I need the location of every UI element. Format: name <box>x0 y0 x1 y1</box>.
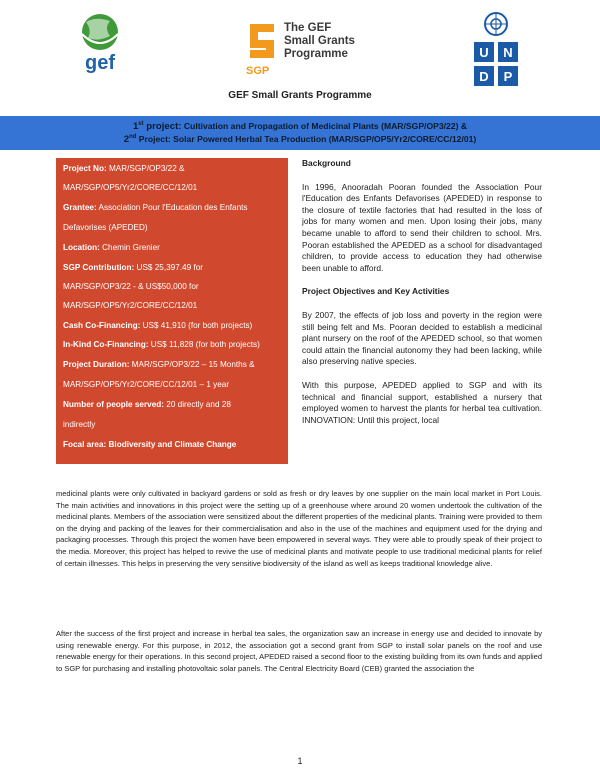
people-served-line-2: indirectly <box>63 420 96 429</box>
project-no-value-1: MAR/SGP/OP3/22 & <box>106 164 185 173</box>
gef-logo <box>66 12 134 78</box>
banner-line-1-label: project: <box>143 121 182 132</box>
undp-letter-u: U <box>479 45 489 60</box>
undp-letter-n: N <box>503 45 513 60</box>
people-served-value-1: 20 directly and 28 <box>164 400 231 409</box>
inkind-cofinancing-line <box>63 340 285 349</box>
project-no-label: Project No: <box>63 164 107 173</box>
sgp-contribution-line-2: MAR/SGP/OP3/22 - & US$50,000 for <box>63 282 199 291</box>
body-paragraph-2-text: After the success of the first project and increase in herbal tea sales, the organization saw an increase in energy use and decided to innovate by using renewable energy. For this purpose, in 2012, the association got a second grant from SGP to install solar panels on the roof and use renewable energy for their operations. In this second project, APEDED raised a second floor to the existing building from its own funds and applied to SGP for purchasing and installing photovoltaic solar panels. The Central Electricity Board (CEB) granted the association the <box>56 629 542 673</box>
banner-line-1-prefix: 1 <box>132 121 139 132</box>
banner-line-1 <box>0 121 600 132</box>
background-heading: Background <box>302 158 351 168</box>
project-title-banner <box>0 116 600 150</box>
cash-cofinancing-label: Cash Co-Financing: <box>63 321 141 330</box>
sgp-contribution-line-3: MAR/SGP/OP5/Yr2/CORE/CC/12/01 <box>63 301 198 310</box>
body-paragraph-1 <box>56 488 542 569</box>
grantee-line-2: Defavorises (APEDED) <box>63 223 148 232</box>
page-number: 1 <box>297 756 303 766</box>
focal-area-label: Focal area: <box>63 440 107 449</box>
undp-letter-d: D <box>479 69 489 84</box>
banner-line-2-text: Solar Powered Herbal Tea Production (MAR/SGP/OP5/Yr2/CORE/CC/12/01) <box>170 134 477 144</box>
sgp-contribution-line-1 <box>63 263 285 272</box>
background-paragraph: In 1996, Anooradah Pooran founded the Association Pour l'Education des Enfants Defavorises (APEDED) in response to the closure of textile factories that had resulted in the loss of jobs for many women and men. Upon losing their jobs, many became unable to afford to send their children to school. Mrs. Pooran established the APEDED as a school for disadvantaged children, to provide access to education they had otherwise been unable to afford. <box>302 181 542 273</box>
people-served-line-1 <box>63 400 285 409</box>
sgp-logo <box>244 18 394 78</box>
objectives-paragraph: By 2007, the effects of job loss and poverty in the region were still being felt and Ms. Pooran decided to establish a medicinal plant nursery on the roof of the APEDED school, so that women could attain the financial autonomy they had been lacking, while also preserving native species. <box>302 309 542 367</box>
cash-cofinancing-line <box>63 321 285 330</box>
right-column <box>302 158 542 426</box>
duration-label: Project Duration: <box>63 360 130 369</box>
sgp-mark-text: SGP <box>246 65 270 77</box>
location-value: Chemin Grenier <box>99 243 160 252</box>
project-no-line-1 <box>63 164 285 173</box>
banner-line-2-prefix: 2 <box>123 134 130 145</box>
grantee-value-1: Association Pour l'Education des Enfants <box>96 203 248 212</box>
undp-letter-p: P <box>503 69 513 84</box>
location-line <box>63 243 285 252</box>
grantee-label: Grantee: <box>63 203 97 212</box>
banner-line-2-label: Project: <box>136 134 171 144</box>
banner-line-1-sup: st <box>138 121 144 128</box>
duration-line-1 <box>63 360 285 369</box>
inkind-cofinancing-label: In-Kind Co-Financing: <box>63 340 149 349</box>
undp-logo <box>470 10 522 90</box>
logo-row <box>0 0 600 90</box>
banner-line-2-sup: nd <box>129 134 137 141</box>
sgp-line-1: The GEF <box>284 22 332 34</box>
gef-logo-text: gef <box>85 52 115 74</box>
location-label: Location: <box>63 243 100 252</box>
grantee-line-1 <box>63 203 285 212</box>
sgp-contribution-label: SGP Contribution: <box>63 263 135 272</box>
sgp-line-3: Programme <box>284 48 348 60</box>
document-title: GEF Small Grants Programme <box>228 90 372 101</box>
focal-area-line <box>63 440 285 449</box>
inkind-cofinancing-value: US$ 11,828 (for both projects) <box>148 340 260 349</box>
un-emblem-icon <box>470 10 522 90</box>
people-served-label: Number of people served: <box>63 400 165 409</box>
objectives-heading: Project Objectives and Key Activities <box>302 286 450 297</box>
focal-area-value: Biodiversity and Climate Change <box>106 440 237 449</box>
sgp-line-2: Small Grants <box>284 35 355 47</box>
sgp-mark-icon <box>244 18 280 78</box>
banner-line-2 <box>0 134 600 145</box>
project-no-line-2: MAR/SGP/OP5/Yr2/CORE/CC/12/01 <box>63 183 198 192</box>
duration-value-1: MAR/SGP/OP3/22 – 15 Months & <box>129 360 255 369</box>
cash-cofinancing-value: US$ 41,910 (for both projects) <box>140 321 253 330</box>
body-paragraph-2 <box>56 628 542 674</box>
purpose-paragraph: With this purpose, APEDED applied to SGP and with its technical and financial support, established a nursery that employed women to harvest the plants for herbal tea cultivation. INNOVATION: Until this project, local <box>302 379 542 425</box>
duration-line-2: MAR/SGP/OP5/Yr2/CORE/CC/12/01 – 1 year <box>63 380 230 389</box>
sgp-contribution-value-1: US$ 25,397.49 for <box>134 263 203 272</box>
project-info-box <box>56 158 288 464</box>
banner-line-1-text: Cultivation and Propagation of Medicinal Plants (MAR/SGP/OP3/22) & <box>181 121 468 131</box>
sgp-logo-text <box>284 22 355 61</box>
body-paragraph-1-text: medicinal plants were only cultivated in backyard gardens or sold as fresh or dry leaves by one supplier on the main local market in Port Louis. The main activities and innovations in this project were the setting up of a greenhouse where around 20 women undertook the cultivation of the medicinal plants. Members of the association were sensitized about the different properties of the medicinal plants. Training were provided to them on the drying and packing of the leaves for their commercialisation and also in the use of the machines and equipment used for the drying and packaging processes. Through this project the women have been empowered in several ways. They were able to proudly speak of their project to the media. Moreover, this project has helped to revive the use of medicinal plants and motivate people to use traditional medicinal plants for relief of certain illnesses. This helps in preserving the very sensitive biodiversity of the island as well as keeps traditional knowledge alive. <box>56 489 542 568</box>
